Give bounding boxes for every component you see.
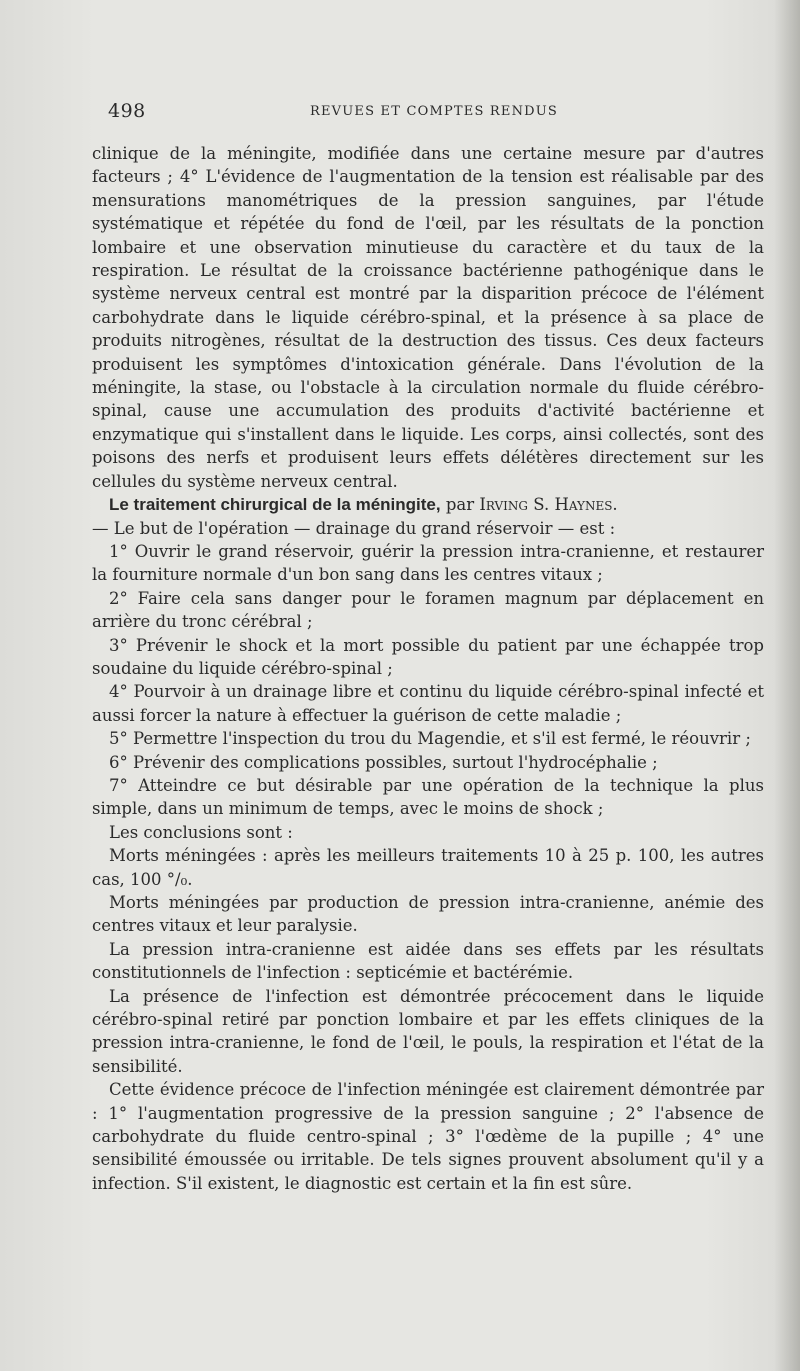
conclusion-paragraph: Morts méningées par production de pression intra-cranienne, anémie des centres vitaux et leur paralysie. <box>92 893 764 936</box>
conclusions-intro: Les conclusions sont : <box>109 822 293 842</box>
list-item: 1° Ouvrir le grand réservoir, guérir la pression intra-cranienne, et restaurer la fourniture normale d'un bon sang dans les centres vitaux ; <box>92 541 764 585</box>
page-number: 498 <box>108 100 146 122</box>
conclusion-paragraph: La pression intra-cranienne est aidée dans ses effets par les résultats constitutionnels de l'infection : septicémie et bactérémie. <box>92 939 764 983</box>
conclusion-paragraph: La présence de l'infection est démontrée précocement dans le liquide cérébro-spinal retiré par ponction lombaire et par les effets cliniques de la pression intra-cranienne, le fond de l'œil, le pouls, la respiration et l'état de la sensibilité. <box>92 986 764 1076</box>
conclusion-paragraph: Morts méningées : après les meilleurs traitements 10 à 25 p. 100, les autres cas, 100 °/₀. <box>92 846 764 889</box>
running-title: REVUES ET COMPTES RENDUS <box>310 104 559 119</box>
list-item: 4° Pourvoir à un drainage libre et continu du liquide cérébro-spinal infecté et aussi forcer la nature à effectuer la guérison de cette maladie ; <box>92 682 764 725</box>
list-item: 3° Prévenir le shock et la mort possible du patient par une échappée trop soudaine du liquide cérébro-spinal ; <box>92 635 764 678</box>
section-author: Irving S. Haynes. <box>479 495 618 515</box>
paragraph-intro: clinique de la méningite, modifiée dans une certaine mesure par d'autres facteurs ; 4° L'évidence de l'augmentation de la tension est réalisable par des mensurations manométriques de la pression sanguines, par l'étude systématique et répétée du fond de l'œil, par les résultats de la ponction lombaire et une observation minutieuse du caractère et du taux de la respiration. Le résultat de la croissance bactérienne pathogénique dans le système nerveux central est montré par la disparition précoce de l'élément carbohydrate dans le liquide cérébro-spinal, et la présence à sa place de produits nitrogènes, résultat de la destruction des tissus. Ces deux facteurs produisent les symptômes d'intoxication générale. Dans l'évolution de la méningite, la stase, ou l'obstacle à la circulation normale du fluide cérébro-spinal, cause une accumulation des produits d'activité bactérienne et enzymatique qui s'installent dans le liquide. Les corps, ainsi collectés, sont des poisons des nerfs et produisent leurs effets délétères directement sur les cellules du système nerveux central. <box>92 144 764 491</box>
section-heading-paragraph <box>92 493 764 516</box>
section-by: par <box>445 495 475 515</box>
section-title: Le traitement chirurgical de la méningite, <box>109 495 441 515</box>
page-header <box>108 100 768 130</box>
list-item: 6° Prévenir des complications possibles, surtout l'hydrocéphalie ; <box>109 752 658 772</box>
page-edge-shadow <box>774 0 800 1371</box>
list-item: 5° Permettre l'inspection du trou du Magendie, et s'il est fermé, le réouvrir ; <box>109 729 751 749</box>
article-body <box>92 142 764 1195</box>
conclusion-paragraph: Cette évidence précoce de l'infection méningée est clairement démontrée par : 1° l'augmentation progressive de la pression sanguine ; 2° l'absence de carbohydrate du fluide centro-spinal ; 3° l'œdème de la pupille ; 4° une sensibilité émoussée ou irritable. De tels signes prouvent absolument qu'il y a infection. S'il existent, le diagnostic est certain et la fin est sûre. <box>92 1080 764 1193</box>
list-item: 2° Faire cela sans danger pour le foramen magnum par déplacement en arrière du tronc cérébral ; <box>92 588 764 632</box>
list-item: 7° Atteindre ce but désirable par une opération de la technique la plus simple, dans un minimum de temps, avec le moins de shock ; <box>92 775 764 819</box>
paragraph-goal: — Le but de l'opération — drainage du grand réservoir — est : <box>92 518 616 538</box>
